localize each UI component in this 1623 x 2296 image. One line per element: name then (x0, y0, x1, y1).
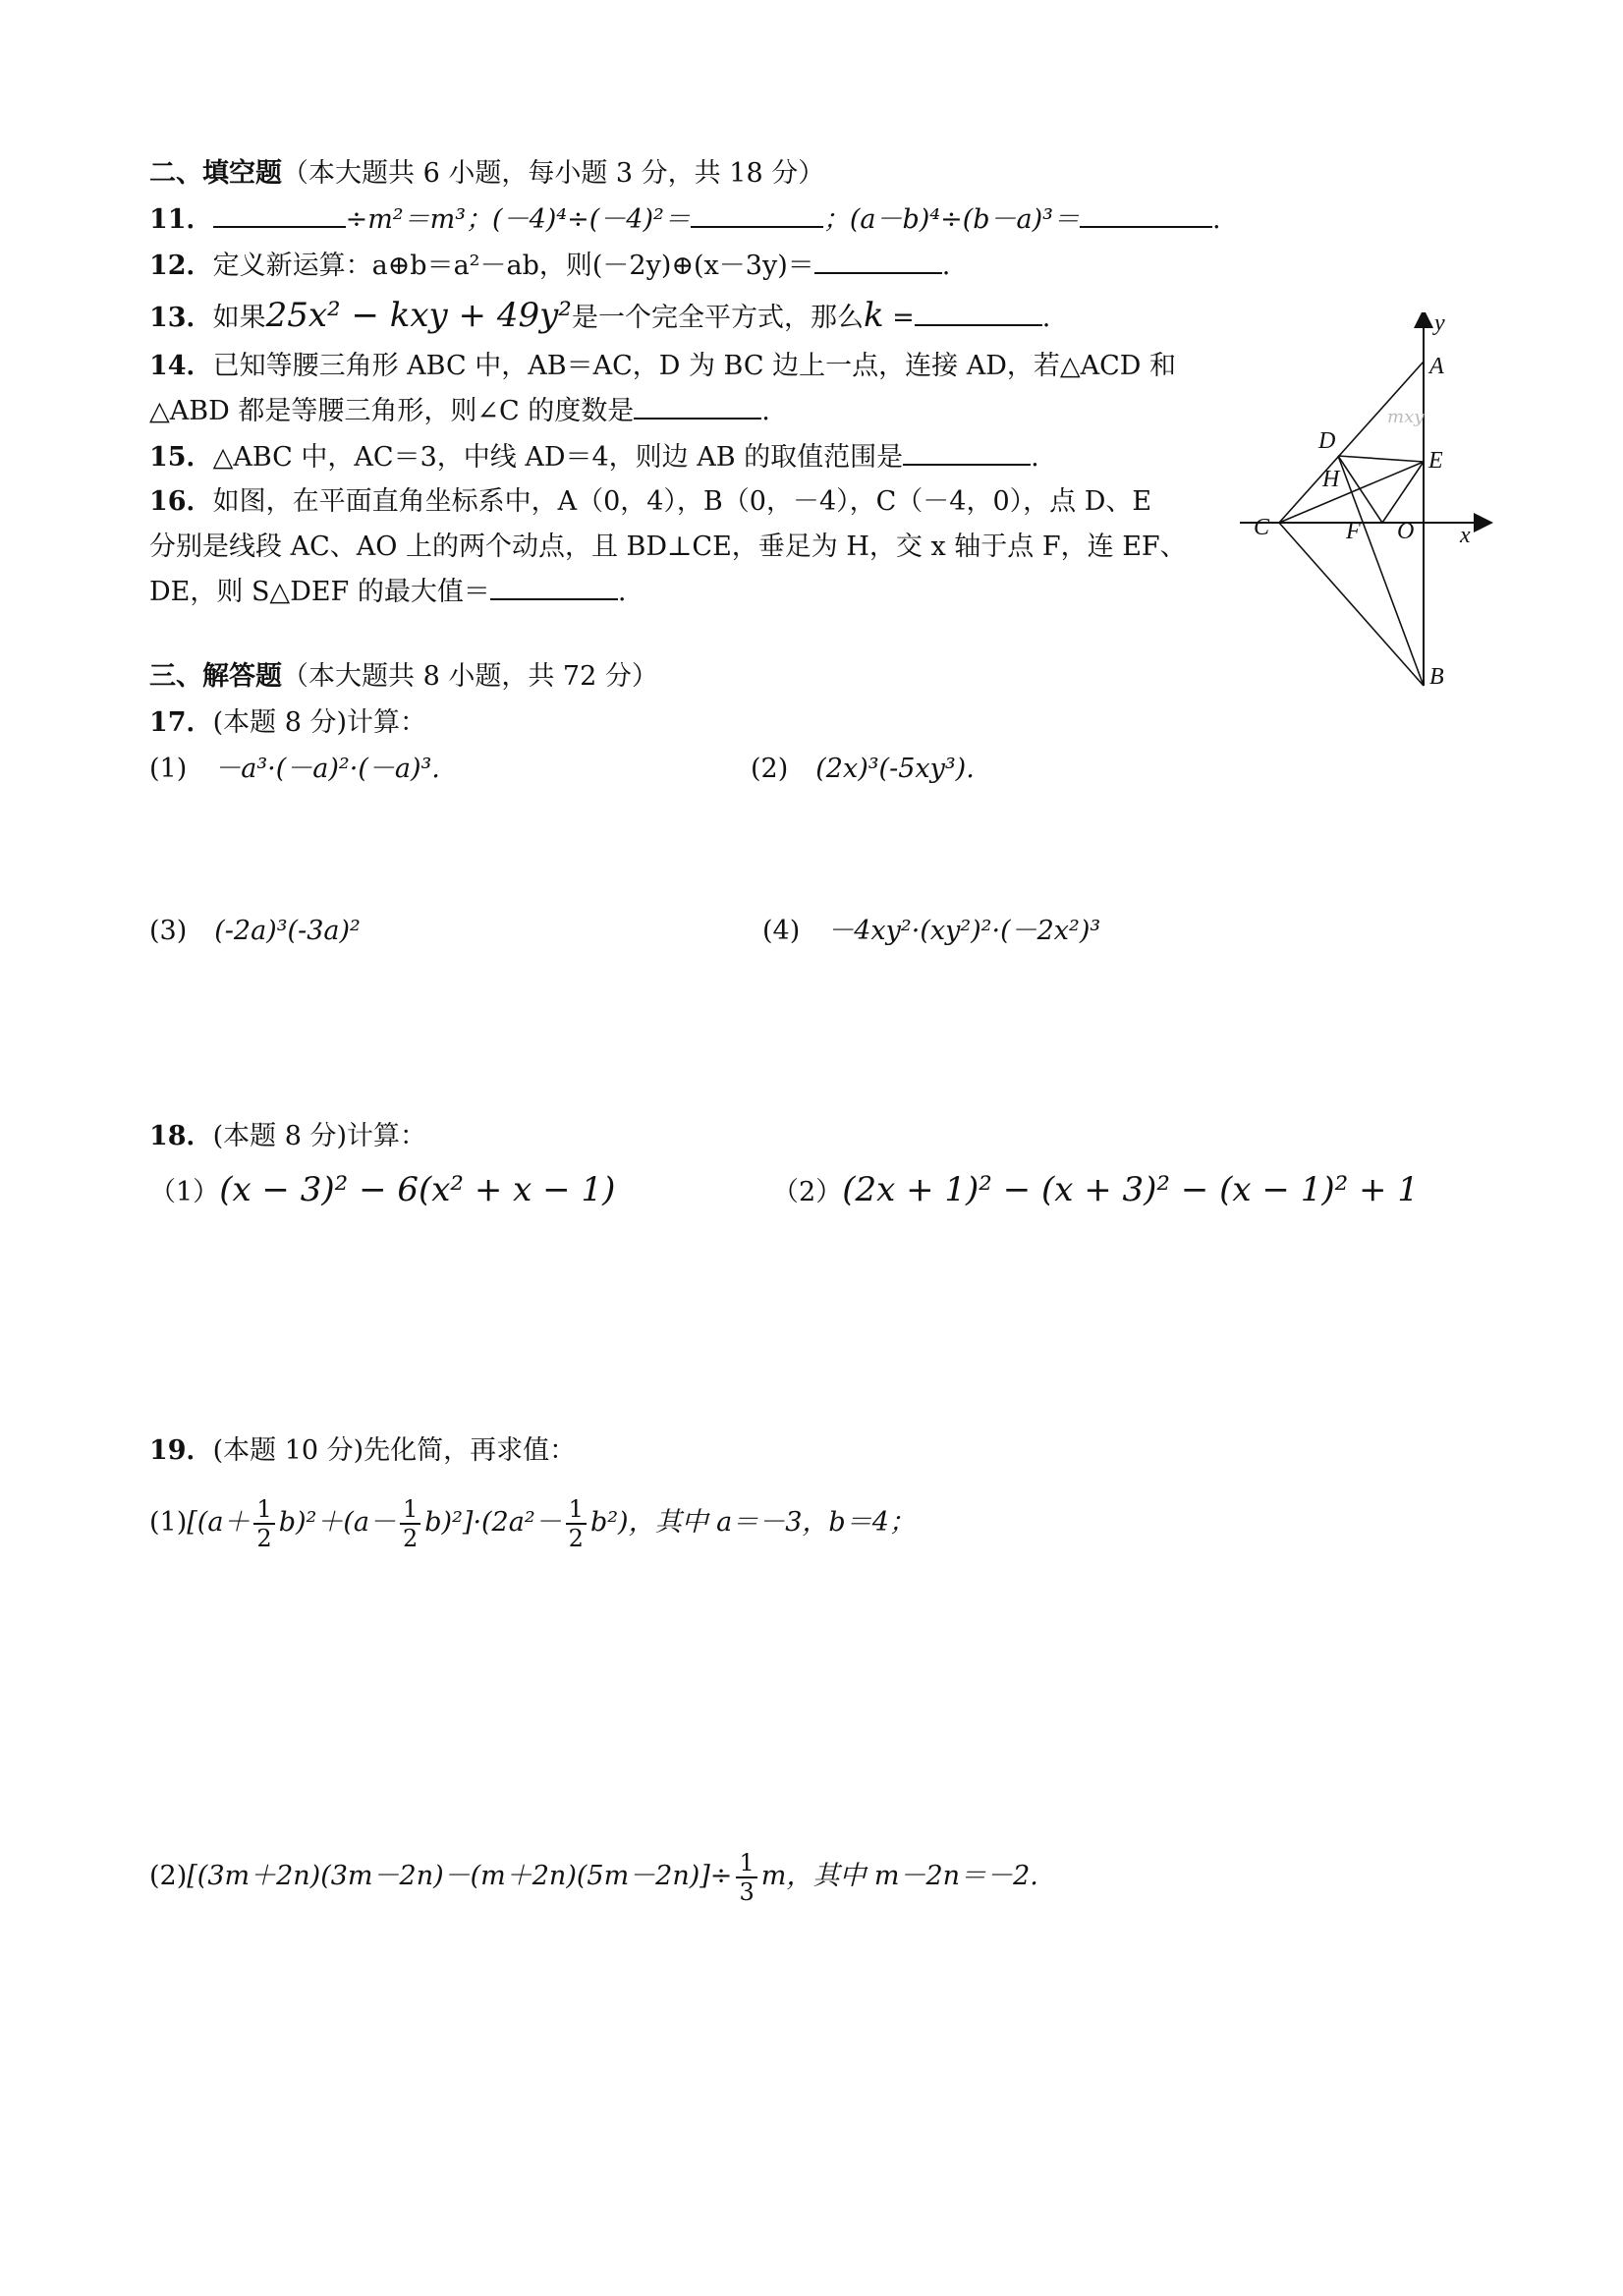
question-end: . (761, 396, 770, 426)
question-text: △ABC 中，AC＝3，中线 AD＝4，则边 AB 的取值范围是 (212, 442, 904, 473)
question-text: ÷m²＝m³；(－4)⁴÷(－4)²＝ (345, 204, 691, 235)
question-text: = (883, 303, 915, 333)
fraction-half: $\frac{1}{2}$ (253, 1495, 274, 1552)
question-16-line-2 (149, 529, 1187, 566)
question-number: 12． (149, 251, 213, 281)
math-expression: [(a＋ (187, 1507, 251, 1538)
question-text: 分别是线段 AC、AO 上的两个动点，且 BD⊥CE，垂足为 H，交 x 轴于点 F，连 EF、 (149, 532, 1187, 562)
question-end: . (1031, 442, 1039, 473)
question-11 (149, 201, 1221, 239)
question-number: 19． (149, 1435, 213, 1466)
label-e: E (1428, 448, 1443, 474)
label-y: y (1434, 312, 1445, 336)
question-text: DE，则 S△DEF 的最大值＝ (149, 577, 490, 607)
question-18-part-1 (149, 1171, 615, 1211)
section-3-heading (149, 658, 658, 696)
question-text: (本题 10 分)先化简，再求值： (212, 1435, 577, 1466)
math-expression: b²)，其中 a＝－3，b＝4； (589, 1507, 916, 1538)
question-end: . (617, 577, 627, 607)
question-12 (149, 248, 950, 285)
question-17-part-1 (149, 751, 440, 788)
label-b: B (1429, 664, 1444, 690)
section-title: 三、解答题 (149, 661, 282, 692)
question-16-line-3 (149, 574, 626, 611)
question-18-heading (149, 1118, 426, 1155)
question-text: 如图，在平面直角坐标系中，A（0，4），B（0，－4），C（－4，0），点 D、E (212, 486, 1152, 517)
question-text: 是一个完全平方式，那么 (571, 303, 864, 333)
question-end: . (941, 251, 951, 281)
part-label: (1) (149, 1507, 188, 1538)
answer-blank[interactable] (213, 202, 346, 228)
answer-blank[interactable] (634, 394, 761, 420)
segment-de (1338, 456, 1424, 462)
math-expression: m，其中 m－2n＝－2. (760, 1861, 1038, 1891)
section-title: 二、填空题 (149, 158, 282, 189)
question-17-heading (149, 704, 426, 742)
fraction-third: $\frac{1}{3}$ (736, 1849, 756, 1906)
math-expression: －a³·(－a)²·(－a)³. (214, 754, 440, 784)
question-19-part-1 (149, 1493, 916, 1552)
question-19-part-2 (149, 1847, 1038, 1906)
section-note: （本大题共 6 小题，每小题 3 分，共 18 分） (282, 158, 825, 189)
answer-blank[interactable] (915, 301, 1042, 326)
fraction-half: $\frac{1}{2}$ (566, 1495, 587, 1552)
question-number: 13． (149, 303, 213, 333)
math-expression: 25x² − kxy + 49y² (265, 296, 572, 335)
label-x: x (1460, 523, 1471, 548)
question-end: . (1041, 303, 1051, 333)
answer-blank[interactable] (490, 575, 618, 600)
part-label: (3) (149, 916, 188, 946)
label-d: D (1318, 428, 1336, 454)
fraction-half: $\frac{1}{2}$ (400, 1495, 420, 1552)
question-text: 已知等腰三角形 ABC 中，AB＝AC，D 为 BC 边上一点，连接 AD，若△ACD 和 (212, 351, 1177, 381)
question-17-part-4 (762, 913, 1100, 950)
question-number: 11． (149, 204, 213, 235)
question-14-line-1 (149, 348, 1176, 385)
answer-blank[interactable] (903, 440, 1031, 466)
question-end: . (1212, 204, 1221, 235)
label-f: F (1346, 519, 1361, 544)
math-expression: －4xy²·(xy²)²·(－2x²)³ (827, 916, 1101, 946)
figure-watermark: mxy (1387, 407, 1425, 427)
math-expression: b)²＋(a－ (278, 1507, 396, 1538)
part-label: (4) (762, 916, 801, 946)
question-17-part-2 (751, 751, 975, 788)
segment-ac (1279, 362, 1424, 523)
question-14-line-2 (149, 393, 770, 430)
answer-blank[interactable] (1080, 202, 1212, 228)
segment-db (1338, 456, 1424, 686)
segment-df (1338, 456, 1382, 523)
question-text: (本题 8 分)计算： (212, 707, 426, 738)
section-2-heading (149, 155, 824, 193)
segment-cb (1279, 523, 1424, 686)
part-label: （2） (772, 1177, 843, 1207)
math-expression: (x − 3)² − 6(x² + x − 1) (219, 1170, 616, 1209)
answer-blank[interactable] (691, 202, 823, 228)
question-17-part-3 (149, 913, 361, 950)
math-expression: b)²]·(2a²－ (424, 1507, 562, 1538)
math-variable: k (863, 296, 884, 335)
math-expression: [(3m＋2n)(3m－2n)－(m＋2n)(5m－2n)]÷ (187, 1861, 733, 1891)
question-number: 18． (149, 1121, 213, 1151)
math-expression: (-2a)³(-3a)² (214, 916, 361, 946)
section-note: （本大题共 8 小题，共 72 分） (282, 661, 658, 692)
part-label: (2) (751, 754, 789, 784)
question-text: (本题 8 分)计算： (212, 1121, 426, 1151)
part-label: (2) (149, 1861, 188, 1891)
label-c: C (1254, 515, 1270, 540)
math-expression: (2x)³(-5xy³). (815, 754, 975, 784)
question-text: 定义新运算：a⊕b＝a²－ab，则(－2y)⊕(x－3y)＝ (212, 251, 814, 281)
label-o: O (1397, 519, 1415, 544)
part-label: （1） (149, 1177, 220, 1207)
label-h: H (1322, 467, 1340, 492)
label-a: A (1429, 354, 1444, 379)
question-text: ；(a－b)⁴÷(b－a)³＝ (822, 204, 1080, 235)
coordinate-figure (1240, 312, 1495, 692)
question-18-part-2 (772, 1171, 1419, 1211)
question-number: 15． (149, 442, 213, 473)
question-19-heading (149, 1432, 576, 1470)
question-text: △ABD 都是等腰三角形，则∠C 的度数是 (149, 396, 635, 426)
question-text: 如果 (212, 303, 266, 333)
part-label: (1) (149, 754, 188, 784)
question-13 (149, 297, 1050, 337)
question-16-line-1 (149, 483, 1151, 521)
math-expression: (2x + 1)² − (x + 3)² − (x − 1)² + 1 (842, 1170, 1419, 1209)
question-number: 14． (149, 351, 213, 381)
question-number: 17． (149, 707, 213, 738)
question-15 (149, 439, 1039, 476)
answer-blank[interactable] (814, 249, 942, 274)
question-number: 16． (149, 486, 213, 517)
